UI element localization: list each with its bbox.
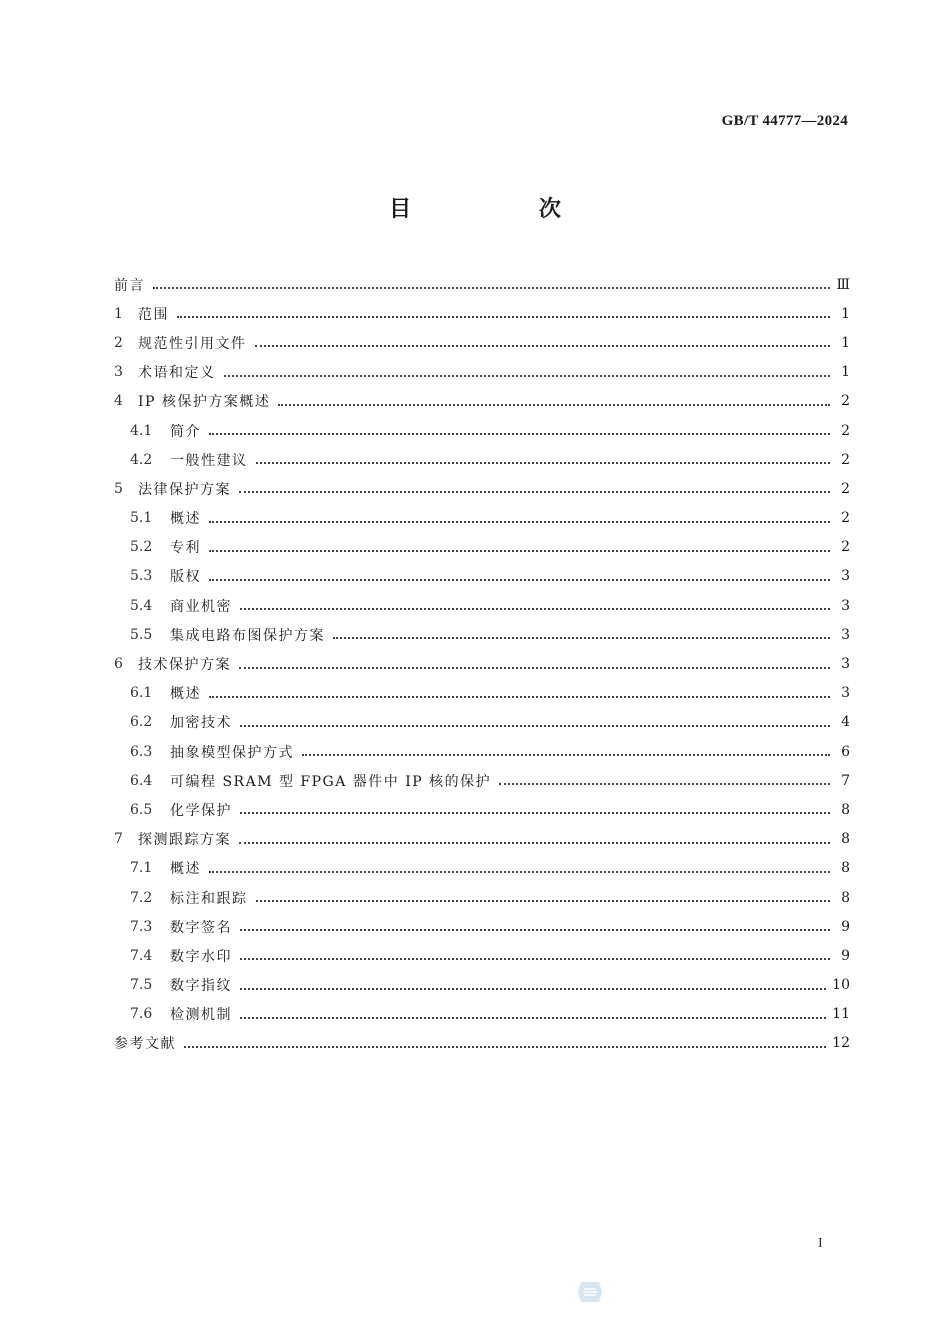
toc-entry-page: 2 — [841, 451, 850, 468]
toc-entry[interactable] — [114, 679, 850, 708]
toc-entry-page: 2 — [841, 393, 850, 410]
toc-entry-number: 4 — [114, 393, 123, 410]
toc-entry-title: 概述 — [170, 861, 201, 878]
toc-entry-number: 6 — [114, 656, 123, 673]
toc-dot-leader — [177, 315, 830, 318]
toc-entry-page: 8 — [841, 831, 850, 848]
toc-dot-leader — [153, 286, 830, 289]
toc-dot-leader — [240, 811, 830, 814]
toc-entry-title: 可编程 SRAM 型 FPGA 器件中 IP 核的保护 — [170, 773, 492, 790]
toc-entry-number: 6.2 — [130, 714, 153, 731]
toc-entry-page: Ⅲ — [836, 276, 850, 293]
toc-entry-number: 6.5 — [130, 801, 153, 818]
toc-entry-title: 参考文献 — [114, 1036, 176, 1053]
toc-entry-title: 抽象模型保护方式 — [170, 744, 294, 761]
toc-entry[interactable] — [114, 416, 850, 445]
toc-entry-number: 5.4 — [130, 597, 153, 614]
toc-entry-title: 商业机密 — [170, 598, 232, 615]
toc-entry-page: 7 — [841, 772, 850, 789]
toc-entry-page: 1 — [841, 334, 850, 351]
toc-entry-page: 3 — [841, 568, 850, 585]
toc-entry-page: 3 — [841, 597, 850, 614]
toc-entry-title: 化学保护 — [170, 802, 232, 819]
toc-entry-number: 2 — [114, 334, 123, 351]
toc-entry-number: 5.5 — [130, 626, 153, 643]
toc-dot-leader — [240, 1016, 826, 1019]
toc-entry[interactable] — [114, 445, 850, 474]
toc-entry-number: 4.1 — [130, 422, 153, 439]
toc-dot-leader — [240, 928, 830, 931]
toc-entry[interactable] — [114, 737, 850, 766]
page-number: I — [818, 1236, 823, 1251]
toc-entry-page: 4 — [841, 714, 850, 731]
toc-entry-page: 1 — [841, 305, 850, 322]
toc-dot-leader — [256, 461, 831, 464]
toc-entry[interactable] — [114, 971, 850, 1000]
toc-entry[interactable] — [114, 825, 850, 854]
toc-entry[interactable] — [114, 766, 850, 795]
toc-entry-number: 1 — [114, 305, 123, 322]
toc-entry[interactable] — [114, 620, 850, 649]
toc-entry-page: 3 — [841, 626, 850, 643]
toc-entry-page: 11 — [832, 1006, 850, 1023]
toc-entry[interactable] — [114, 533, 850, 562]
toc-entry-number: 3 — [114, 364, 123, 381]
toc-entry-title: 版权 — [170, 569, 201, 586]
toc-entry-page: 8 — [841, 860, 850, 877]
sac-logo-icon — [577, 1280, 603, 1304]
toc-dot-leader — [209, 549, 830, 552]
toc-entry-number: 6.3 — [130, 743, 153, 760]
toc-entry-number: 7.1 — [130, 860, 153, 877]
toc-dot-leader — [209, 520, 830, 523]
toc-dot-leader — [278, 403, 830, 406]
toc-entry-number: 7.4 — [130, 947, 153, 964]
toc-dot-leader — [255, 344, 831, 347]
toc-entry-page: 9 — [841, 918, 850, 935]
toc-entry-page: 12 — [832, 1035, 850, 1052]
toc-entry-page: 3 — [841, 685, 850, 702]
toc-dot-leader — [239, 666, 830, 669]
toc-dot-leader — [499, 782, 830, 785]
toc-entry-title: 概述 — [170, 511, 201, 528]
page-title: 目 次 — [389, 197, 621, 222]
toc-entry-title: 加密技术 — [170, 715, 232, 732]
toc-dot-leader — [209, 695, 830, 698]
toc-entry[interactable] — [114, 358, 850, 387]
toc-entry-page: 8 — [841, 889, 850, 906]
toc-entry[interactable] — [114, 883, 850, 912]
toc-entry-number: 5.3 — [130, 568, 153, 585]
toc-dot-leader — [239, 490, 830, 493]
toc-entry[interactable] — [114, 299, 850, 328]
toc-entry-number: 5.1 — [130, 510, 153, 527]
standard-number: GB/T 44777—2024 — [721, 113, 848, 129]
toc-entry[interactable] — [114, 387, 850, 416]
toc-entry-title: 范围 — [138, 306, 169, 323]
toc-entry-title: 数字指纹 — [170, 978, 232, 995]
toc-entry[interactable] — [114, 649, 850, 678]
toc-dot-leader — [184, 1045, 826, 1048]
toc-entry-number: 7.6 — [130, 1006, 153, 1023]
toc-entry[interactable] — [114, 941, 850, 970]
toc-dot-leader — [256, 899, 831, 902]
toc-dot-leader — [240, 987, 826, 990]
toc-entry-number: 7.2 — [130, 889, 153, 906]
toc-entry-number: 5 — [114, 480, 123, 497]
toc-dot-leader — [224, 374, 831, 377]
toc-entry-page: 6 — [841, 743, 850, 760]
table-of-contents — [114, 270, 850, 1058]
toc-dot-leader — [209, 870, 830, 873]
toc-entry-page: 10 — [832, 977, 850, 994]
toc-entry-title: 概述 — [170, 686, 201, 703]
toc-entry-number: 6.1 — [130, 685, 153, 702]
toc-entry-title: 数字签名 — [170, 919, 232, 936]
toc-entry-title: 法律保护方案 — [138, 481, 231, 498]
toc-dot-leader — [240, 724, 830, 727]
toc-entry[interactable] — [114, 504, 850, 533]
toc-entry[interactable] — [114, 562, 850, 591]
toc-entry-number: 5.2 — [130, 539, 153, 556]
toc-entry-page: 2 — [841, 539, 850, 556]
toc-entry-page: 2 — [841, 510, 850, 527]
toc-entry[interactable] — [114, 708, 850, 737]
toc-entry-title: 标注和跟踪 — [170, 890, 248, 907]
toc-entry-title: 技术保护方案 — [138, 657, 231, 674]
toc-entry-page: 9 — [841, 947, 850, 964]
toc-entry[interactable] — [114, 1029, 850, 1058]
toc-entry[interactable] — [114, 328, 850, 357]
toc-dot-leader — [239, 841, 830, 844]
toc-entry-title: 前言 — [114, 277, 145, 294]
toc-entry-page: 2 — [841, 480, 850, 497]
toc-entry[interactable] — [114, 270, 850, 299]
toc-entry-page: 3 — [841, 656, 850, 673]
toc-entry-number: 6.4 — [130, 772, 153, 789]
toc-entry[interactable] — [114, 854, 850, 883]
toc-entry-title: 术语和定义 — [138, 365, 216, 382]
toc-dot-leader — [209, 432, 830, 435]
toc-entry-title: 集成电路布图保护方案 — [170, 627, 325, 644]
toc-entry-page: 1 — [841, 364, 850, 381]
toc-entry-number: 4.2 — [130, 451, 153, 468]
toc-entry[interactable] — [114, 1000, 850, 1029]
toc-entry-title: IP 核保护方案概述 — [138, 394, 271, 411]
toc-entry[interactable] — [114, 912, 850, 941]
toc-entry-title: 数字水印 — [170, 948, 232, 965]
toc-entry[interactable] — [114, 591, 850, 620]
toc-entry[interactable] — [114, 795, 850, 824]
toc-dot-leader — [209, 578, 830, 581]
toc-dot-leader — [302, 753, 830, 756]
toc-entry-title: 检测机制 — [170, 1007, 232, 1024]
toc-entry-title: 一般性建议 — [170, 452, 248, 469]
toc-entry-page: 8 — [841, 801, 850, 818]
toc-entry-title: 探测跟踪方案 — [138, 832, 231, 849]
toc-entry[interactable] — [114, 474, 850, 503]
toc-entry-title: 简介 — [170, 423, 201, 440]
toc-dot-leader — [240, 607, 830, 610]
toc-entry-title: 专利 — [170, 540, 201, 557]
toc-dot-leader — [240, 957, 830, 960]
toc-entry-number: 7 — [114, 831, 123, 848]
toc-entry-number: 7.5 — [130, 977, 153, 994]
toc-entry-number: 7.3 — [130, 918, 153, 935]
toc-entry-page: 2 — [841, 422, 850, 439]
toc-entry-title: 规范性引用文件 — [138, 335, 247, 352]
toc-dot-leader — [333, 636, 830, 639]
